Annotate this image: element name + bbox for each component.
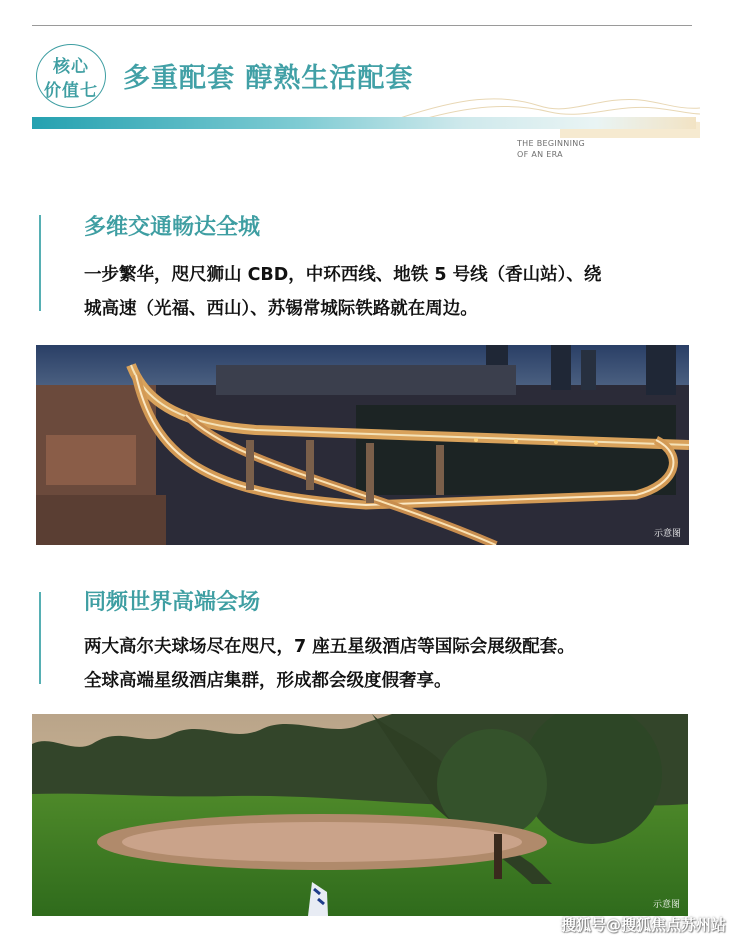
section-1-title: 多维交通畅达全城 (84, 215, 261, 240)
badge-line-1: 核心 (53, 57, 89, 77)
section-2-accent-bar (39, 592, 41, 684)
section-2-title: 同频世界高端会场 (84, 590, 261, 615)
section-1-body (84, 258, 684, 326)
section-badge (36, 44, 106, 108)
top-divider (32, 25, 692, 26)
era-tagline (517, 138, 585, 160)
wave-decoration (400, 88, 700, 138)
section-2-image-caption: 示意图 (652, 900, 680, 910)
era-line-1: THE BEGINNING (517, 139, 586, 148)
era-line-2: OF AN ERA (517, 150, 563, 159)
header-gradient-band (32, 117, 696, 129)
section-2-body (84, 630, 684, 698)
section-2-body-line-2: 全球高端星级酒店集群，形成都会级度假奢享。 (84, 671, 452, 691)
badge-line-2: 价值七 (44, 81, 98, 101)
watermark: 搜狐号@搜狐焦点苏州站 (560, 916, 726, 934)
city-overpass-photo (36, 345, 689, 545)
golf-course-photo (32, 714, 688, 916)
section-1-accent-bar (39, 215, 41, 311)
section-2-body-line-1: 两大高尔夫球场尽在咫尺，7 座五星级酒店等国际会展级配套。 (84, 637, 575, 657)
section-1-image-caption: 示意图 (653, 529, 681, 539)
section-1-body-line-1: 一步繁华，咫尺狮山 CBD，中环西线、地铁 5 号线（香山站）、绕 (84, 265, 602, 285)
section-1-body-line-2: 城高速（光福、西山）、苏锡常城际铁路就在周边。 (84, 299, 478, 319)
page-title: 多重配套 醇熟生活配套 (123, 63, 414, 94)
